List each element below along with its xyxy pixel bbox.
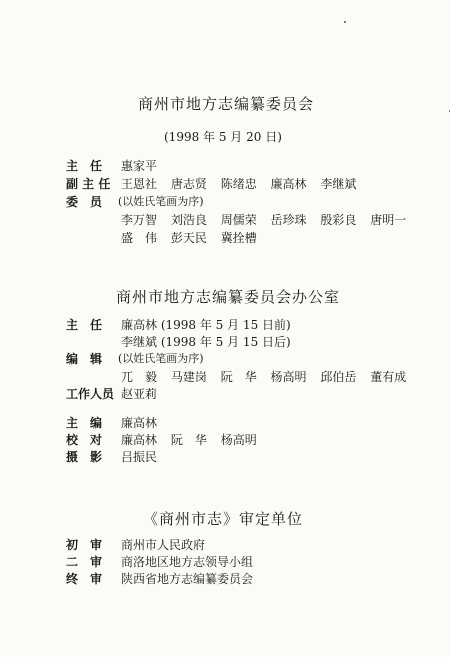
committee-deputy-label: 副 主 任 (66, 177, 111, 191)
deputy-name: 廉高林 (270, 177, 307, 191)
chief-editor-label: 主 编 (66, 416, 103, 430)
member-name: 唐明一 (370, 213, 407, 227)
deputy-name: 王恩社 (121, 177, 158, 191)
first-review-label: 初 审 (66, 538, 103, 552)
committee-members-row1 (121, 211, 416, 228)
editor-name: 邱伯岳 (320, 370, 357, 384)
editor-name: 董有成 (370, 370, 407, 384)
proofreader-name: 杨高明 (220, 433, 257, 447)
speck (344, 21, 346, 23)
member-name: 岳珍珠 (270, 213, 307, 227)
deputy-name: 唐志贤 (170, 177, 207, 191)
committee-members-note: (以姓氏笔画为序) (118, 195, 204, 208)
office-editors-note: (以姓氏笔画为序) (118, 352, 204, 365)
member-name: 李万智 (121, 213, 158, 227)
member-name: 周儒荣 (220, 213, 257, 227)
photographer: 吕振民 (121, 450, 158, 464)
final-review-label: 终 审 (66, 572, 103, 586)
proofreaders (121, 431, 267, 448)
final-review-unit: 陕西省地方志编纂委员会 (121, 572, 254, 586)
office-editors (121, 368, 416, 385)
committee-director: 惠家平 (121, 159, 158, 173)
chief-editor: 廉高林 (121, 416, 158, 430)
member-name: 冀拴槽 (220, 231, 257, 245)
office-director-2: 李继斌 (1998 年 5 月 15 日后) (121, 335, 291, 349)
committee-title: 商州市地方志编纂委员会 (138, 95, 315, 113)
proofreader-name: 阮 华 (170, 433, 207, 447)
committee-date: (1998 年 5 月 20 日) (164, 130, 282, 144)
office-staff-label: 工作人员 (66, 387, 115, 401)
editor-name: 兀 毅 (121, 370, 158, 384)
second-review-unit: 商洛地区地方志领导小组 (121, 555, 254, 569)
proofreader-name: 廉高林 (121, 433, 158, 447)
office-director-1: 廉高林 (1998 年 5 月 15 日前) (121, 318, 291, 332)
committee-deputies (121, 175, 366, 192)
review-title: 《商州市志》审定单位 (143, 510, 304, 528)
committee-director-label: 主 任 (66, 159, 103, 173)
editor-name: 马建岗 (170, 370, 207, 384)
office-director-label: 主 任 (66, 318, 103, 332)
deputy-name: 陈绪忠 (220, 177, 257, 191)
second-review-label: 二 审 (66, 555, 103, 569)
first-review-unit: 商州市人民政府 (121, 538, 206, 552)
member-name: 殷彩良 (320, 213, 357, 227)
member-name: 刘浩良 (170, 213, 207, 227)
editor-name: 阮 华 (220, 370, 257, 384)
photography-label: 摄 影 (66, 450, 103, 464)
editor-name: 杨高明 (270, 370, 307, 384)
committee-members-label: 委 员 (66, 195, 103, 209)
committee-members-row2 (121, 229, 267, 246)
deputy-name: 李继斌 (320, 177, 357, 191)
member-name: 盛 伟 (121, 231, 158, 245)
office-title: 商州市地方志编纂委员会办公室 (116, 288, 341, 306)
proofreading-label: 校 对 (66, 433, 103, 447)
office-staff: 赵亚莉 (121, 387, 158, 401)
member-name: 彭天民 (170, 231, 207, 245)
office-editors-label: 编 辑 (66, 352, 103, 366)
